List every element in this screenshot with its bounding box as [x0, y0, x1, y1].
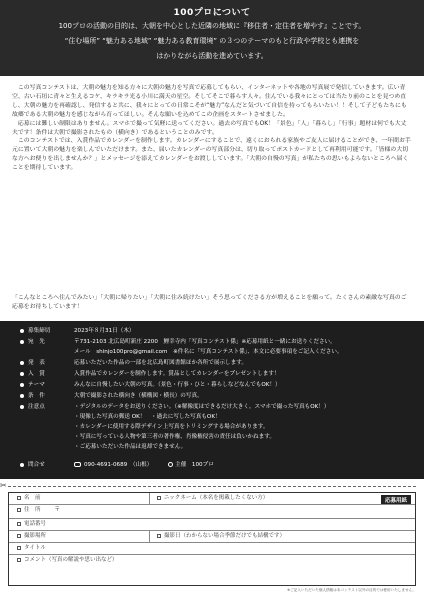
checkbox-icon: [17, 558, 21, 562]
details-panel: [0, 321, 424, 479]
form-row-title: [9, 543, 415, 555]
deadline-value: 2023年８月31日（木）: [74, 328, 135, 334]
form-row-comment: [9, 555, 415, 586]
mail-value[interactable]: メール shinjo100pro@gmail.com ※件名に「写真コンテスト係」、本文に必要事項をご記入ください。: [74, 349, 343, 355]
contact-label: 問合せ: [28, 462, 45, 468]
bullet-icon: [20, 340, 24, 344]
checkbox-icon: [17, 522, 21, 526]
bullet-icon: [20, 405, 24, 409]
deadline-row: [20, 327, 414, 336]
about-line-2: “住む場所” “魅力ある地域” “魅力ある教育環境” の３つのテーマのもと行政や学校とも連携を: [64, 37, 360, 45]
form-row-name: [9, 493, 415, 505]
note-line: ・デジタルのデータをお送りください。（※解像度はできるだけ大きく。スマホで撮った写真もOK！）: [74, 404, 330, 410]
condition-row: [20, 392, 414, 401]
phone-label[interactable]: 電話番号: [24, 521, 47, 527]
circle-icon: [168, 462, 173, 467]
form-row-address: [9, 505, 415, 519]
form-row-phone: [9, 519, 415, 531]
announce-label: 発 表: [28, 360, 45, 366]
about-title: 100プロについて: [173, 8, 251, 18]
checkbox-icon: [17, 534, 21, 538]
contact-org: 主催 100プロ: [175, 462, 214, 468]
deadline-label: 募集締切: [28, 328, 51, 334]
application-form: [8, 492, 416, 586]
theme-value: みんなに自慢したい大朝の写真。（景色・行事・ひと・暮らしなどなんでもOK！）: [74, 382, 281, 388]
note-line: ・カレンダーに使用する際デザイン上写真をトリミングする場合があります。: [74, 424, 269, 430]
date-label[interactable]: 撮影日（わからない場合季節だけでも結構です）: [164, 533, 286, 539]
intro-paragraph-2: 応募には難しい制限はありません。スマホで撮って気軽に送ってください。過去の写真でもOK！「景色」「人」「暮らし」「行事」題材は何でも大丈夫です！条件は大朝で撮影されたもの（横向き）であるということのみです。: [12, 120, 407, 136]
title-label[interactable]: タイトル: [24, 545, 46, 551]
about-section: [0, 0, 424, 76]
checkbox-icon: [17, 496, 21, 500]
announce-value: 応募いただいた作品の一部を北広島町図書館ほか各所で展示します。: [74, 360, 247, 366]
intro-paragraph-1: この写真コンテストは、大朝の魅力を知る方々に大朝の魅力を写真で応募してもらい、インターネットや各地の写真展で発信していきます。広い青空、古い石垣に青々と生えるコケ、キラキラ光る小川に満天の星空。そしてそこで暮らす人々。住んでいる我々にとっては当たり前のことを見つめ直し、大朝の魅力を再確認し、発信すると共に、我々にとっての日常こそが“魅力”なんだと気づいて自信を持ってもらいたい！！そして子どもたちにも故郷である大朝の魅力を感じながら育ってほしい。そんな願いを込めてこの企画をスタートさせました。: [12, 85, 407, 118]
checkbox-icon: [17, 508, 21, 512]
about-line-1: 100プロの活動の目的は、大朝を中心とした近隣の地域に『移住者・定住者を増やす』ことです。: [58, 22, 366, 30]
checkbox-icon: [17, 546, 21, 550]
note-line: ・ご応募いただいた作品は返却できません。: [74, 444, 187, 450]
privacy-footnote: ※ご記入いただいた個人情報は本コンテスト以外の目的では使用いたしません。: [287, 588, 416, 592]
notes-label: 注意点: [28, 404, 45, 410]
intro-paragraph-3: このコンテストでは、入賞作品でカレンダーを制作します。カレンダーにすることで、遠くにおられる家族やご友人に届けることができ、一年間お手元に置いて大朝の魅力を楽しんでいただけます。また、届いたカレンダーの写真部分は、切り取ってポストカードとして再利用可能です。「皆様の大切な方へお便りを出しませんか？」とメッセージを添えてカレンダーをお渡ししています。「大朝の自慢の写真」が私たちの思いもよらないところへ届くことを期待しています。: [12, 138, 411, 172]
postal-mark: 〒: [54, 507, 61, 513]
prize-label: 入 賞: [28, 371, 45, 377]
address-label[interactable]: 住 所: [24, 507, 41, 513]
address-value: 〒731-2103 北広島町新庄 2200 鯉幸寺内「写真コンテスト係」※応募用紙と一緒にお送りください。: [74, 339, 336, 345]
name-label[interactable]: 名 前: [24, 495, 41, 501]
contact-row: [20, 461, 414, 470]
scissors-icon: ✂: [0, 481, 7, 490]
theme-label: テーマ: [28, 382, 45, 388]
comment-label[interactable]: コメント（写真の解説や思い出など）: [24, 557, 118, 563]
bullet-icon: [20, 463, 24, 467]
place-label[interactable]: 撮影場所: [24, 533, 47, 539]
address-row: [20, 338, 414, 347]
closing-text: 「こんなところへ住んでみたい」「大朝に帰りたい」「大朝に住み続けたい」そう思ってくださる方が増えることを願って。たくさんの素敵な写真のご応募をお待ちしています！: [12, 295, 407, 310]
contact-phone[interactable]: 090-4691-0689 （山根）: [84, 462, 153, 468]
note-line: ・現像した写真の郵送 OK！ ・過去に写した写真もOK！: [74, 414, 221, 420]
theme-row: [20, 381, 414, 390]
nickname-label[interactable]: ニックネーム（本名を掲載したくない方）: [164, 495, 269, 501]
condition-value: 大朝で撮影された横向き（横構図・横長）の写真。: [74, 393, 203, 399]
form-badge: 応募用紙: [381, 495, 411, 505]
bullet-icon: [20, 394, 24, 398]
address-label: 宛 先: [28, 339, 45, 345]
phone-icon: [74, 462, 81, 467]
bullet-icon: [20, 372, 24, 376]
checkbox-icon: [157, 534, 161, 538]
note-line: ・写真に写っている人物や第三者の著作権、肖像権侵害の責任は負いかねます。: [74, 434, 275, 440]
about-line-3: はかりながら活動を進めています。: [156, 52, 268, 60]
prize-row: [20, 370, 414, 379]
mail-row: [20, 348, 414, 357]
condition-label: 条 件: [28, 393, 45, 399]
cut-line: [8, 486, 416, 487]
prize-value: 入賞作品でカレンダーを制作します。賞品としてカレンダーをプレゼントします！: [74, 371, 280, 377]
bullet-icon: [20, 361, 24, 365]
checkbox-icon: [157, 496, 161, 500]
intro-text: [12, 84, 412, 173]
bullet-icon: [20, 329, 24, 333]
bullet-icon: [20, 383, 24, 387]
form-row-place: [9, 531, 415, 543]
announce-row: [20, 359, 414, 368]
